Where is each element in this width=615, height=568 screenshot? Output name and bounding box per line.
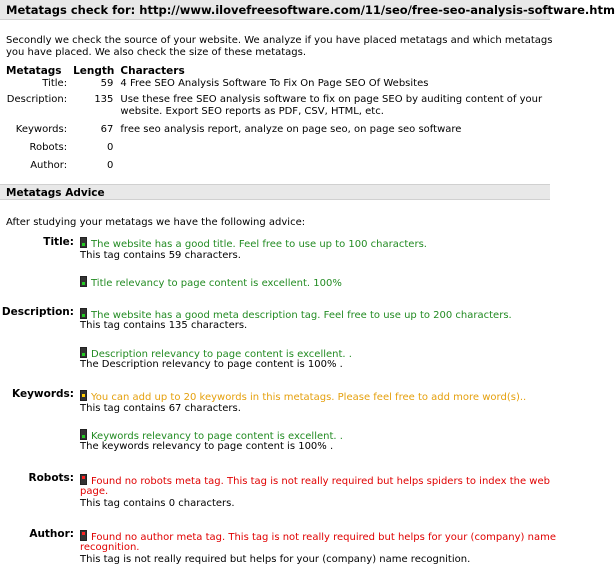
row-characters xyxy=(120,142,550,160)
author-bad-message-cont: recognition. xyxy=(80,542,140,553)
metatags-advice-header: Metatags Advice xyxy=(0,184,550,200)
traffic-light-green-icon xyxy=(80,237,87,248)
row-characters xyxy=(120,124,550,142)
traffic-light-green-icon xyxy=(80,308,87,319)
traffic-light-red-icon xyxy=(80,530,87,541)
advice-author-label: Author: xyxy=(29,528,74,540)
title-relevancy xyxy=(80,276,342,290)
traffic-light-green-icon xyxy=(80,276,87,287)
message-text: Description relevancy to page content is excellent. . xyxy=(91,349,352,360)
keywords-relevancy-pct: The keywords relevancy to page content is 100% . xyxy=(80,441,334,452)
intro-line-2: you have placed. We also check the size of these metatags. xyxy=(6,47,307,58)
row-characters-line: free seo analysis report, analyze on page seo, on page seo software xyxy=(120,124,462,135)
table-row xyxy=(6,124,550,142)
col-metatags: Metatags xyxy=(6,64,62,77)
metatags-table-header xyxy=(6,63,550,78)
advice-description-label: Description: xyxy=(1,306,74,318)
row-length: 67 xyxy=(100,124,114,135)
description-relevancy-pct: The Description relevancy to page content is 100% . xyxy=(80,359,343,370)
table-row xyxy=(6,142,550,160)
row-characters-line: website. Export SEO reports as PDF, CSV, HTML, etc. xyxy=(120,105,384,117)
message-text: You can add up to 20 keywords in this metatags. Please feel free to add more word(s).. xyxy=(91,392,527,403)
robots-bad-message-cont: page. xyxy=(80,486,109,497)
row-characters xyxy=(120,78,550,94)
row-label: Keywords: xyxy=(15,124,68,135)
row-length: 0 xyxy=(107,160,114,171)
title-good-message xyxy=(80,237,427,251)
intro-line-1: Secondly we check the source of your website. We analyze if you have placed metatags and which metatags xyxy=(6,35,553,46)
advice-intro: After studying your metatags we have the following advice: xyxy=(6,217,306,228)
advice-keywords-label: Keywords: xyxy=(12,388,74,400)
traffic-light-red-icon xyxy=(80,474,87,485)
robots-bad-message xyxy=(80,474,550,488)
row-length: 135 xyxy=(94,94,114,105)
row-length: 59 xyxy=(100,78,114,89)
message-text: The website has a good meta description tag. Feel free to use up to 200 characters. xyxy=(91,310,512,321)
metatags-table xyxy=(6,63,550,178)
keywords-warn-message xyxy=(80,390,526,404)
traffic-light-green-icon xyxy=(80,429,87,440)
row-characters xyxy=(120,94,550,124)
advice-title-label: Title: xyxy=(43,236,74,248)
message-text: Found no author meta tag. This tag is not really required but helps for your (company) name xyxy=(91,532,556,543)
table-row xyxy=(6,160,550,178)
row-label: Title: xyxy=(42,78,68,89)
row-label: Robots: xyxy=(29,142,68,153)
traffic-light-yellow-icon xyxy=(80,390,87,401)
title-contains: This tag contains 59 characters. xyxy=(80,250,241,261)
row-characters xyxy=(120,160,550,178)
intro-text xyxy=(6,35,553,59)
author-bad-message xyxy=(80,530,556,544)
message-text: Title relevancy to page content is excellent. 100% xyxy=(91,278,342,289)
traffic-light-green-icon xyxy=(80,347,87,358)
message-text: The website has a good title. Feel free to use up to 100 characters. xyxy=(91,239,427,250)
author-note: This tag is not really required but helps for your (company) name recognition. xyxy=(80,554,471,565)
table-row xyxy=(6,78,550,94)
metatags-check-header: Metatags check for: http://www.ilovefreesoftware.com/11/seo/free-seo-analysis-software.htm xyxy=(0,0,550,20)
keywords-contains: This tag contains 67 characters. xyxy=(80,403,241,414)
description-contains: This tag contains 135 characters. xyxy=(80,320,248,331)
row-label: Description: xyxy=(6,94,68,105)
message-text: Keywords relevancy to page content is excellent. . xyxy=(91,431,343,442)
row-characters-line: 4 Free SEO Analysis Software To Fix On Page SEO Of Websites xyxy=(120,78,429,89)
row-length: 0 xyxy=(107,142,114,153)
col-length: Length xyxy=(73,64,115,77)
col-characters: Characters xyxy=(120,64,185,77)
table-row xyxy=(6,94,550,124)
robots-contains: This tag contains 0 characters. xyxy=(80,498,235,509)
advice-robots-label: Robots: xyxy=(28,472,74,484)
row-characters-line: Use these free SEO analysis software to fix on page SEO by auditing content of your xyxy=(120,94,543,105)
message-text: Found no robots meta tag. This tag is not really required but helps spiders to index the web xyxy=(91,476,550,487)
row-label: Author: xyxy=(30,160,68,171)
